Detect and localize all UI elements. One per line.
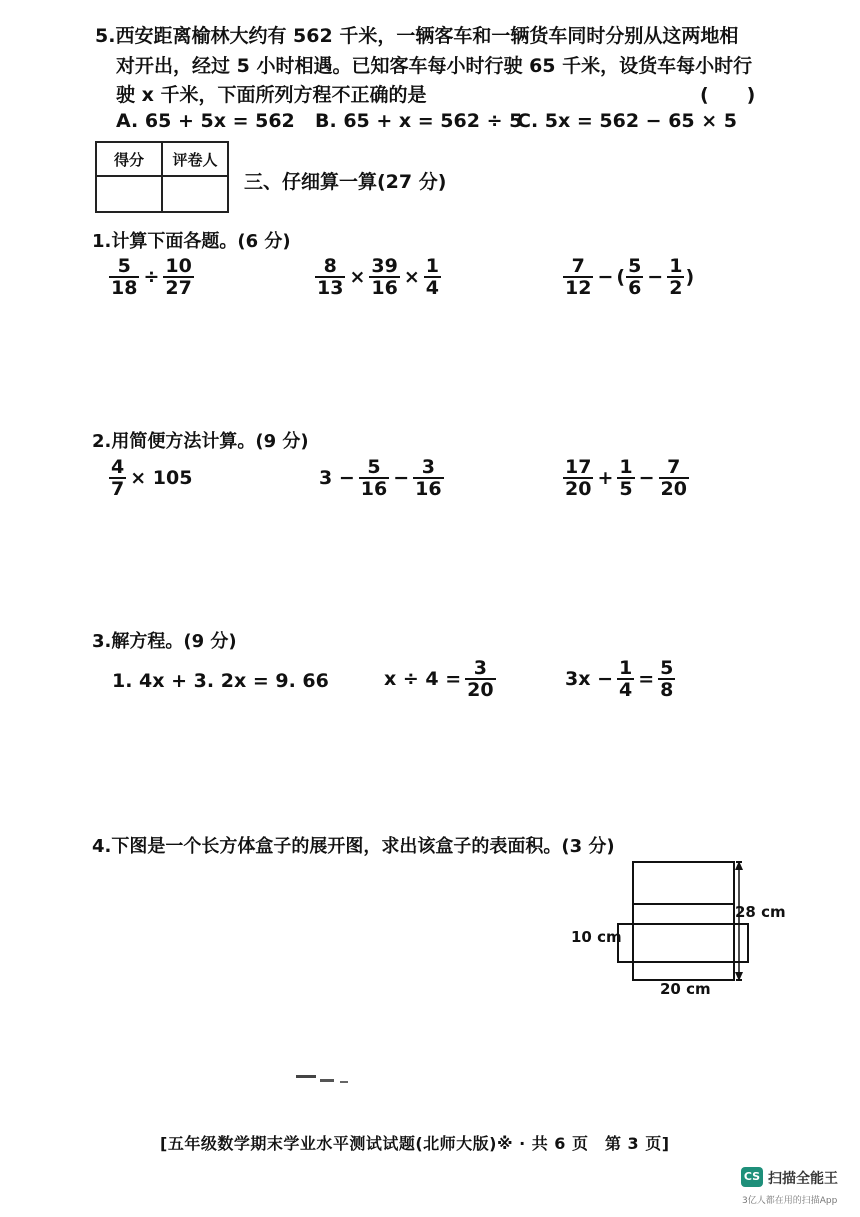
grader-header: 评卷人 (162, 142, 228, 176)
problem-1-expr-3: $\frac{7}{12}$ − ( $\frac{5}{6}$ − $\frac{1}{2}$ ) (565, 255, 695, 299)
score-cell (96, 176, 162, 212)
problem-1-expr-1: $\frac{5}{18}$ ÷ $\frac{10}{27}$ (111, 255, 192, 299)
label-height: 28 cm (735, 903, 786, 921)
problem-1-title: 1.计算下面各题。(6 分) (92, 231, 291, 252)
fraction: $\frac{5}{6}$ (628, 255, 642, 299)
fraction: $\frac{3}{16}$ (415, 456, 442, 500)
fraction: $\frac{1}{4}$ (425, 255, 439, 299)
camscanner-name: 扫描全能王 (768, 1171, 838, 1187)
scan-smudge (296, 1074, 352, 1084)
q5-option-a: A. 65 + 5x = 562 (116, 110, 295, 132)
grader-cell (162, 176, 228, 212)
section-3-title: 三、仔细算一算(27 分) (244, 171, 447, 193)
q5-option-c: C. 5x = 562 − 65 × 5 (517, 110, 738, 132)
problem-3-title: 3.解方程。(9 分) (92, 631, 237, 652)
score-table (95, 141, 229, 213)
fraction: $\frac{5}{16}$ (360, 456, 388, 500)
fraction: $\frac{17}{20}$ (565, 456, 592, 500)
q5-line-2: 对开出，经过 5 小时相遇。已知客车每小时行驶 65 千米，设货车每小时行 (116, 55, 753, 77)
problem-4-title: 4.下图是一个长方体盒子的展开图，求出该盒子的表面积。(3 分) (92, 836, 615, 857)
label-width: 20 cm (660, 980, 711, 998)
fraction: $\frac{7}{12}$ (565, 255, 592, 299)
problem-2-title: 2.用简便方法计算。(9 分) (92, 431, 309, 452)
problem-1-expr-2: $\frac{8}{13}$ × $\frac{39}{16}$ × $\frac{1}{4}$ (317, 255, 439, 299)
fraction: $\frac{5}{18}$ (111, 255, 138, 299)
fraction: $\frac{10}{27}$ (165, 255, 192, 299)
fraction: $\frac{1}{4}$ (619, 657, 633, 701)
fraction: $\frac{4}{7}$ (111, 456, 125, 500)
problem-2-expr-2: 3 − $\frac{5}{16}$ − $\frac{3}{16}$ (319, 456, 442, 500)
problem-2-expr-1: $\frac{4}{7}$ × 105 (111, 456, 193, 500)
page-footer: [五年级数学期末学业水平测试试题(北师大版)※ · 共 6 页 第 3 页] (160, 1134, 670, 1153)
camscanner-logo-icon: CS (741, 1167, 763, 1187)
fraction: $\frac{8}{13}$ (317, 255, 344, 299)
fraction: $\frac{1}{2}$ (669, 255, 683, 299)
fraction: $\frac{5}{8}$ (660, 657, 674, 701)
problem-2-expr-3: $\frac{17}{20}$ + $\frac{1}{5}$ − $\frac{7}{20}$ (565, 456, 687, 500)
fraction: $\frac{7}{20}$ (660, 456, 687, 500)
label-side: 10 cm (571, 928, 622, 946)
camscanner-tagline: 3亿人都在用的扫描App (742, 1196, 838, 1206)
q5-option-b: B. 65 + x = 562 ÷ 5 (315, 110, 523, 132)
problem-3-equation-3: 3x − $\frac{1}{4}$ = $\frac{5}{8}$ (565, 657, 674, 701)
fraction: $\frac{39}{16}$ (371, 255, 398, 299)
fraction: $\frac{3}{20}$ (467, 657, 494, 701)
q5-line-3: 驶 x 千米，下面所列方程不正确的是 (116, 84, 427, 106)
problem-3-equation-1: 1. 4x + 3. 2x = 9. 66 (112, 670, 329, 692)
q5-answer-paren: ( ) (700, 84, 756, 106)
score-header: 得分 (96, 142, 162, 176)
q5-line-1: 5.西安距离榆林大约有 562 千米，一辆客车和一辆货车同时分别从这两地相 (95, 25, 739, 47)
problem-3-equation-2: x ÷ 4 = $\frac{3}{20}$ (384, 657, 494, 701)
fraction: $\frac{1}{5}$ (619, 456, 633, 500)
